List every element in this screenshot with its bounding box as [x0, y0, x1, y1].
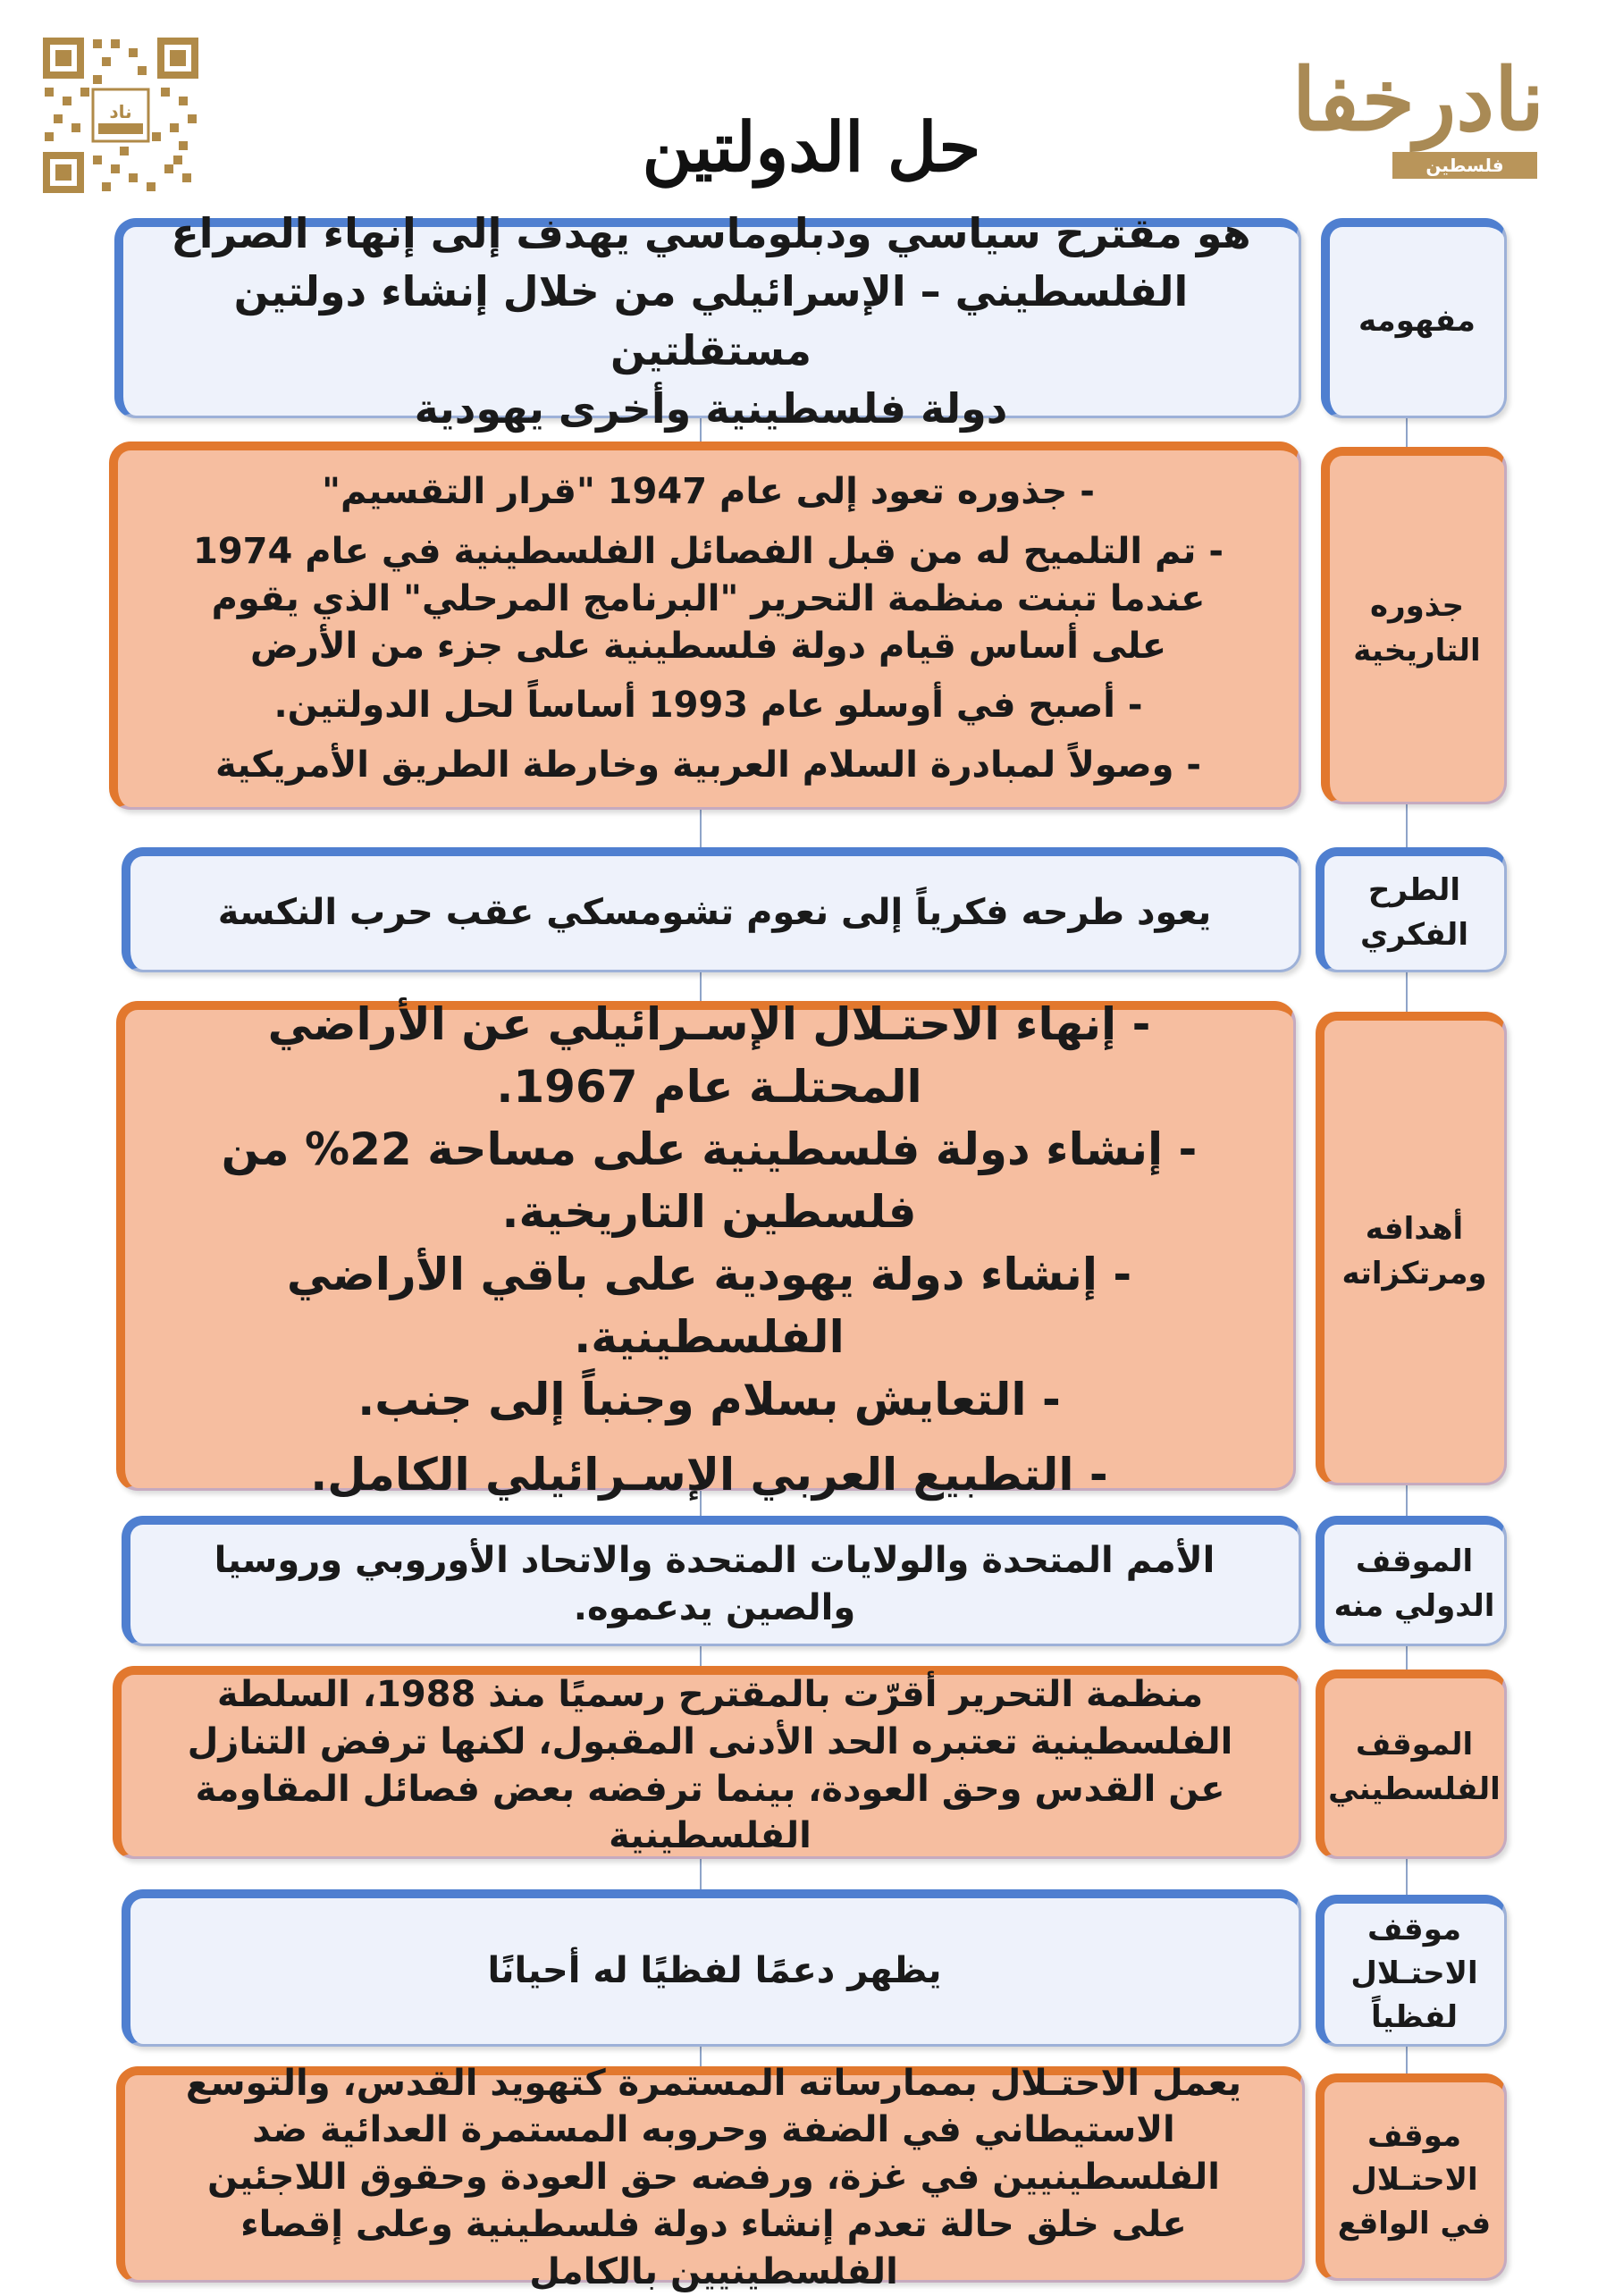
row-label-occupation-reality: موقف الاحتـلال في الواقع: [1316, 2073, 1507, 2281]
row-label-palestinian: الموقف الفلسطيني: [1316, 1669, 1507, 1859]
svg-text:ناد: ناد: [109, 101, 132, 122]
row-label-international: الموقف الدولي منه: [1316, 1516, 1507, 1646]
row-content-international: الأمم المتحدة والولايات المتحدة والاتحاد الأوروبي وروسيا والصين يدعموه.: [122, 1516, 1301, 1646]
row-content-history: - جذوره تعود إلى عام 1947 "قرار التقسيم" - تم التلميح له من قبل الفصائل الفلسطينية في عام 1974 عندما تبنت منظمة التحرير "البرنامج المرحلي" الذي يقوم على أساس قيام دولة فلسطينية على جزء من الأرض - أصبح في أوسلو عام 1993 أساساً لحل الدولتين. - وصولاً لمبادرة السلام العربية وخارطة الطريق الأمريكية: [109, 442, 1301, 810]
row-content-intellectual: يعود طرحه فكرياً إلى نعوم تشومسكي عقب حرب النكسة: [122, 847, 1301, 972]
logo-subtitle: فلسطين: [1392, 152, 1537, 179]
row-content-palestinian: منظمة التحرير أقرّت بالمقترح رسميًا منذ 1988، السلطة الفلسطينية تعتبره الحد الأدنى المقبول، لكنها ترفض التنازل عن القدس وحق العودة، بينما ترفضه بعض فصائل المقاومة الفلسطينية: [113, 1666, 1301, 1859]
row-label-goals: أهدافه ومرتكزاته: [1316, 1012, 1507, 1485]
row-label-occupation-verbal: موقف الاحتـلال لفظياً: [1316, 1895, 1507, 2047]
logo-name: نادرخفا: [1291, 49, 1544, 150]
row-content-occupation-verbal: يظهر دعمًا لفظيًا له أحيانًا: [122, 1889, 1301, 2047]
row-content-goals: - إنهاء الاحتـلال الإسـرائيلي عن الأراضي المحتلـة عام 1967. - إنشاء دولة فلسطينية على مساحة 22% من فلسطين التاريخية. - إنشاء دولة يهودية على باقي الأراضي الفلسطينية. - التعايش بسلام وجنباً إلى جنب. - التطبيع العربي الإسـرائيلي الكامل.: [116, 1001, 1296, 1491]
page-title: حل الدولتين: [642, 107, 981, 187]
row-label-intellectual: الطرح الفكري: [1316, 847, 1507, 972]
row-label-history: جذوره التاريخية: [1321, 447, 1507, 804]
row-label-concept: مفهومه: [1321, 218, 1507, 418]
row-content-concept: هو مقترح سياسي ودبلوماسي يهدف إلى إنهاء الصراع الفلسطيني – الإسرائيلي من خلال إنشاء دولتين مستقلتين دولة فلسطينية وأخرى يهودية: [114, 218, 1301, 418]
row-content-occupation-reality: يعمل الاحتـلال بممارساته المستمرة كتهويد القدس، والتوسع الاستيطاني في الضفة وحروبه المستمرة العدائية ضد الفلسطينيين في غزة، ورفضه حق العودة وحقوق اللاجئين على خلق حالة تعدم إنشاء دولة فلسطينية وعلى إقصاء الفلسطينيين بالكامل: [116, 2066, 1305, 2283]
